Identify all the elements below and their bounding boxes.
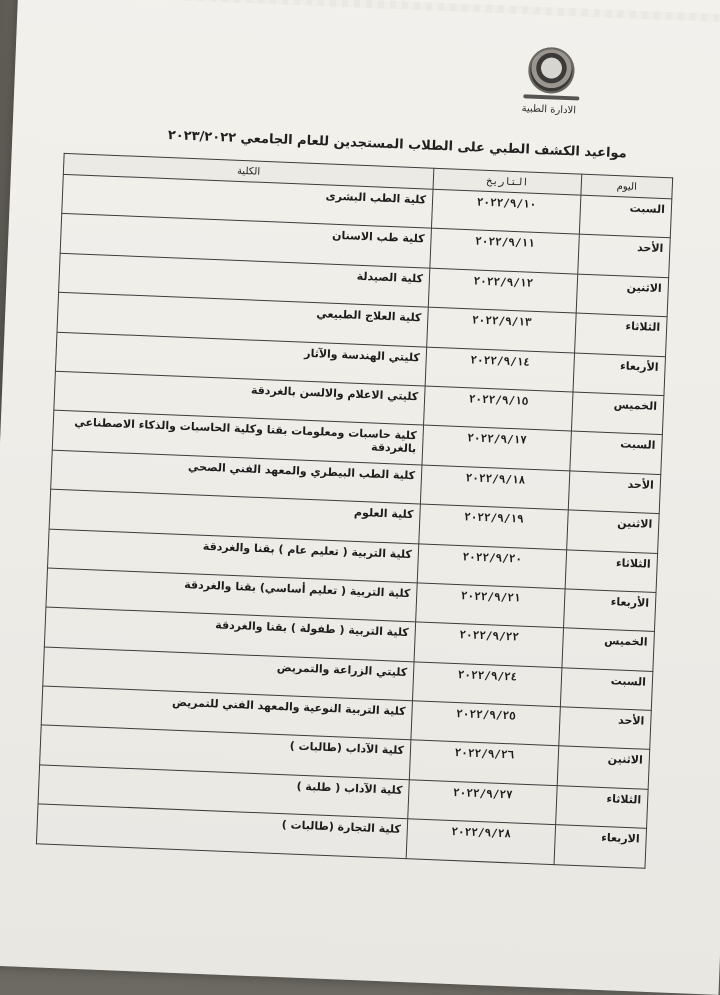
day-cell: الأربعاء <box>564 589 657 632</box>
date-cell: ٢٠٢٢/٩/٢١ <box>416 583 565 628</box>
college-cell: كلية التربية ( طفولة ) بقنا والغردقة <box>44 607 415 661</box>
day-cell: الخميس <box>562 628 655 671</box>
day-cell: الأحد <box>578 235 671 278</box>
schedule-table <box>36 153 673 869</box>
day-cell: الثلاثاء <box>556 786 649 829</box>
date-cell: ٢٠٢٢/٩/١٥ <box>424 386 573 431</box>
college-cell: كلية العلوم <box>49 489 420 543</box>
paper-edge-texture <box>18 0 720 24</box>
day-cell: الاربعاء <box>554 825 647 868</box>
logo-caption-line <box>523 94 579 100</box>
day-cell: الاثنين <box>557 746 650 789</box>
day-cell: الأحد <box>568 471 661 514</box>
day-cell: السبت <box>560 667 653 710</box>
date-cell: ٢٠٢٢/٩/٢٧ <box>408 780 557 825</box>
date-cell: ٢٠٢٢/٩/١٨ <box>420 465 569 510</box>
office-name: الادارة الطبية <box>521 103 577 117</box>
date-cell: ٢٠٢٢/٩/٢٤ <box>412 662 561 707</box>
college-cell: كلية الطب البشرى <box>62 174 433 228</box>
date-cell: ٢٠٢٢/٩/١٩ <box>419 504 568 549</box>
day-cell: السبت <box>570 431 663 474</box>
day-cell: السبت <box>579 195 672 238</box>
date-cell: ٢٠٢٢/٩/١٤ <box>425 347 574 392</box>
college-cell: كلية التربية ( تعليم أساسي) بقنا والغردقة <box>46 568 417 622</box>
college-cell: كليتي الزراعة والتمريض <box>43 647 414 701</box>
date-cell: ٢٠٢٢/٩/٢٦ <box>409 740 558 785</box>
day-cell: الأربعاء <box>573 353 666 396</box>
college-cell: كلية الآداب (طالبات ) <box>40 725 411 779</box>
date-cell: ٢٠٢٢/٩/١٢ <box>428 268 577 313</box>
college-cell: كلية حاسبات ومعلومات بقنا وكلية الحاسبات والذكاء الاصطناعي بالغردقة <box>52 411 423 465</box>
college-cell: كلية الطب البيطري والمعهد الفني الصحي <box>51 450 422 504</box>
college-cell: كلية الصيدلة <box>59 253 430 307</box>
column-header-date: التاريخ <box>433 168 582 195</box>
column-header-day: اليوم <box>581 174 673 199</box>
college-cell: كلية التربية النوعية والمعهد الفني للتمريض <box>41 686 412 740</box>
day-cell: الثلاثاء <box>565 549 658 592</box>
day-cell: الأحد <box>559 707 652 750</box>
college-cell: كلية التربية ( تعليم عام ) بقنا والغردقة <box>48 529 419 583</box>
document-title: مواعيد الكشف الطبي على الطلاب المستجدين للعام الجامعي ٢٠٢٣/٢٠٢٢ <box>167 128 628 162</box>
day-cell: الاثنين <box>567 510 660 553</box>
date-cell: ٢٠٢٢/٩/١٧ <box>422 425 571 470</box>
college-cell: كلية طب الاسنان <box>60 214 431 268</box>
date-cell: ٢٠٢٢/٩/١٣ <box>427 307 576 352</box>
college-cell: كليتي الهندسة والآثار <box>55 332 426 386</box>
date-cell: ٢٠٢٢/٩/١٠ <box>431 189 580 234</box>
college-cell: كلية التجارة (طالبات ) <box>36 804 407 858</box>
college-cell: كلية العلاج الطبيعي <box>57 292 428 346</box>
college-cell: كلية الآداب ( طلبة ) <box>38 765 409 819</box>
date-cell: ٢٠٢٢/٩/٢٨ <box>406 819 555 864</box>
date-cell: ٢٠٢٢/٩/٢٥ <box>411 701 560 746</box>
college-cell: كليتي الاعلام والالسن بالغردقة <box>54 371 425 425</box>
date-cell: ٢٠٢٢/٩/١١ <box>430 229 579 274</box>
university-logo-seal <box>527 46 575 94</box>
day-cell: الاثنين <box>576 274 669 317</box>
day-cell: الخميس <box>571 392 664 435</box>
table-body <box>36 174 671 868</box>
day-cell: الثلاثاء <box>575 313 668 356</box>
date-cell: ٢٠٢٢/٩/٢٠ <box>417 543 566 588</box>
date-cell: ٢٠٢٢/٩/٢٢ <box>414 622 563 667</box>
column-header-college: الكلية <box>63 153 434 189</box>
